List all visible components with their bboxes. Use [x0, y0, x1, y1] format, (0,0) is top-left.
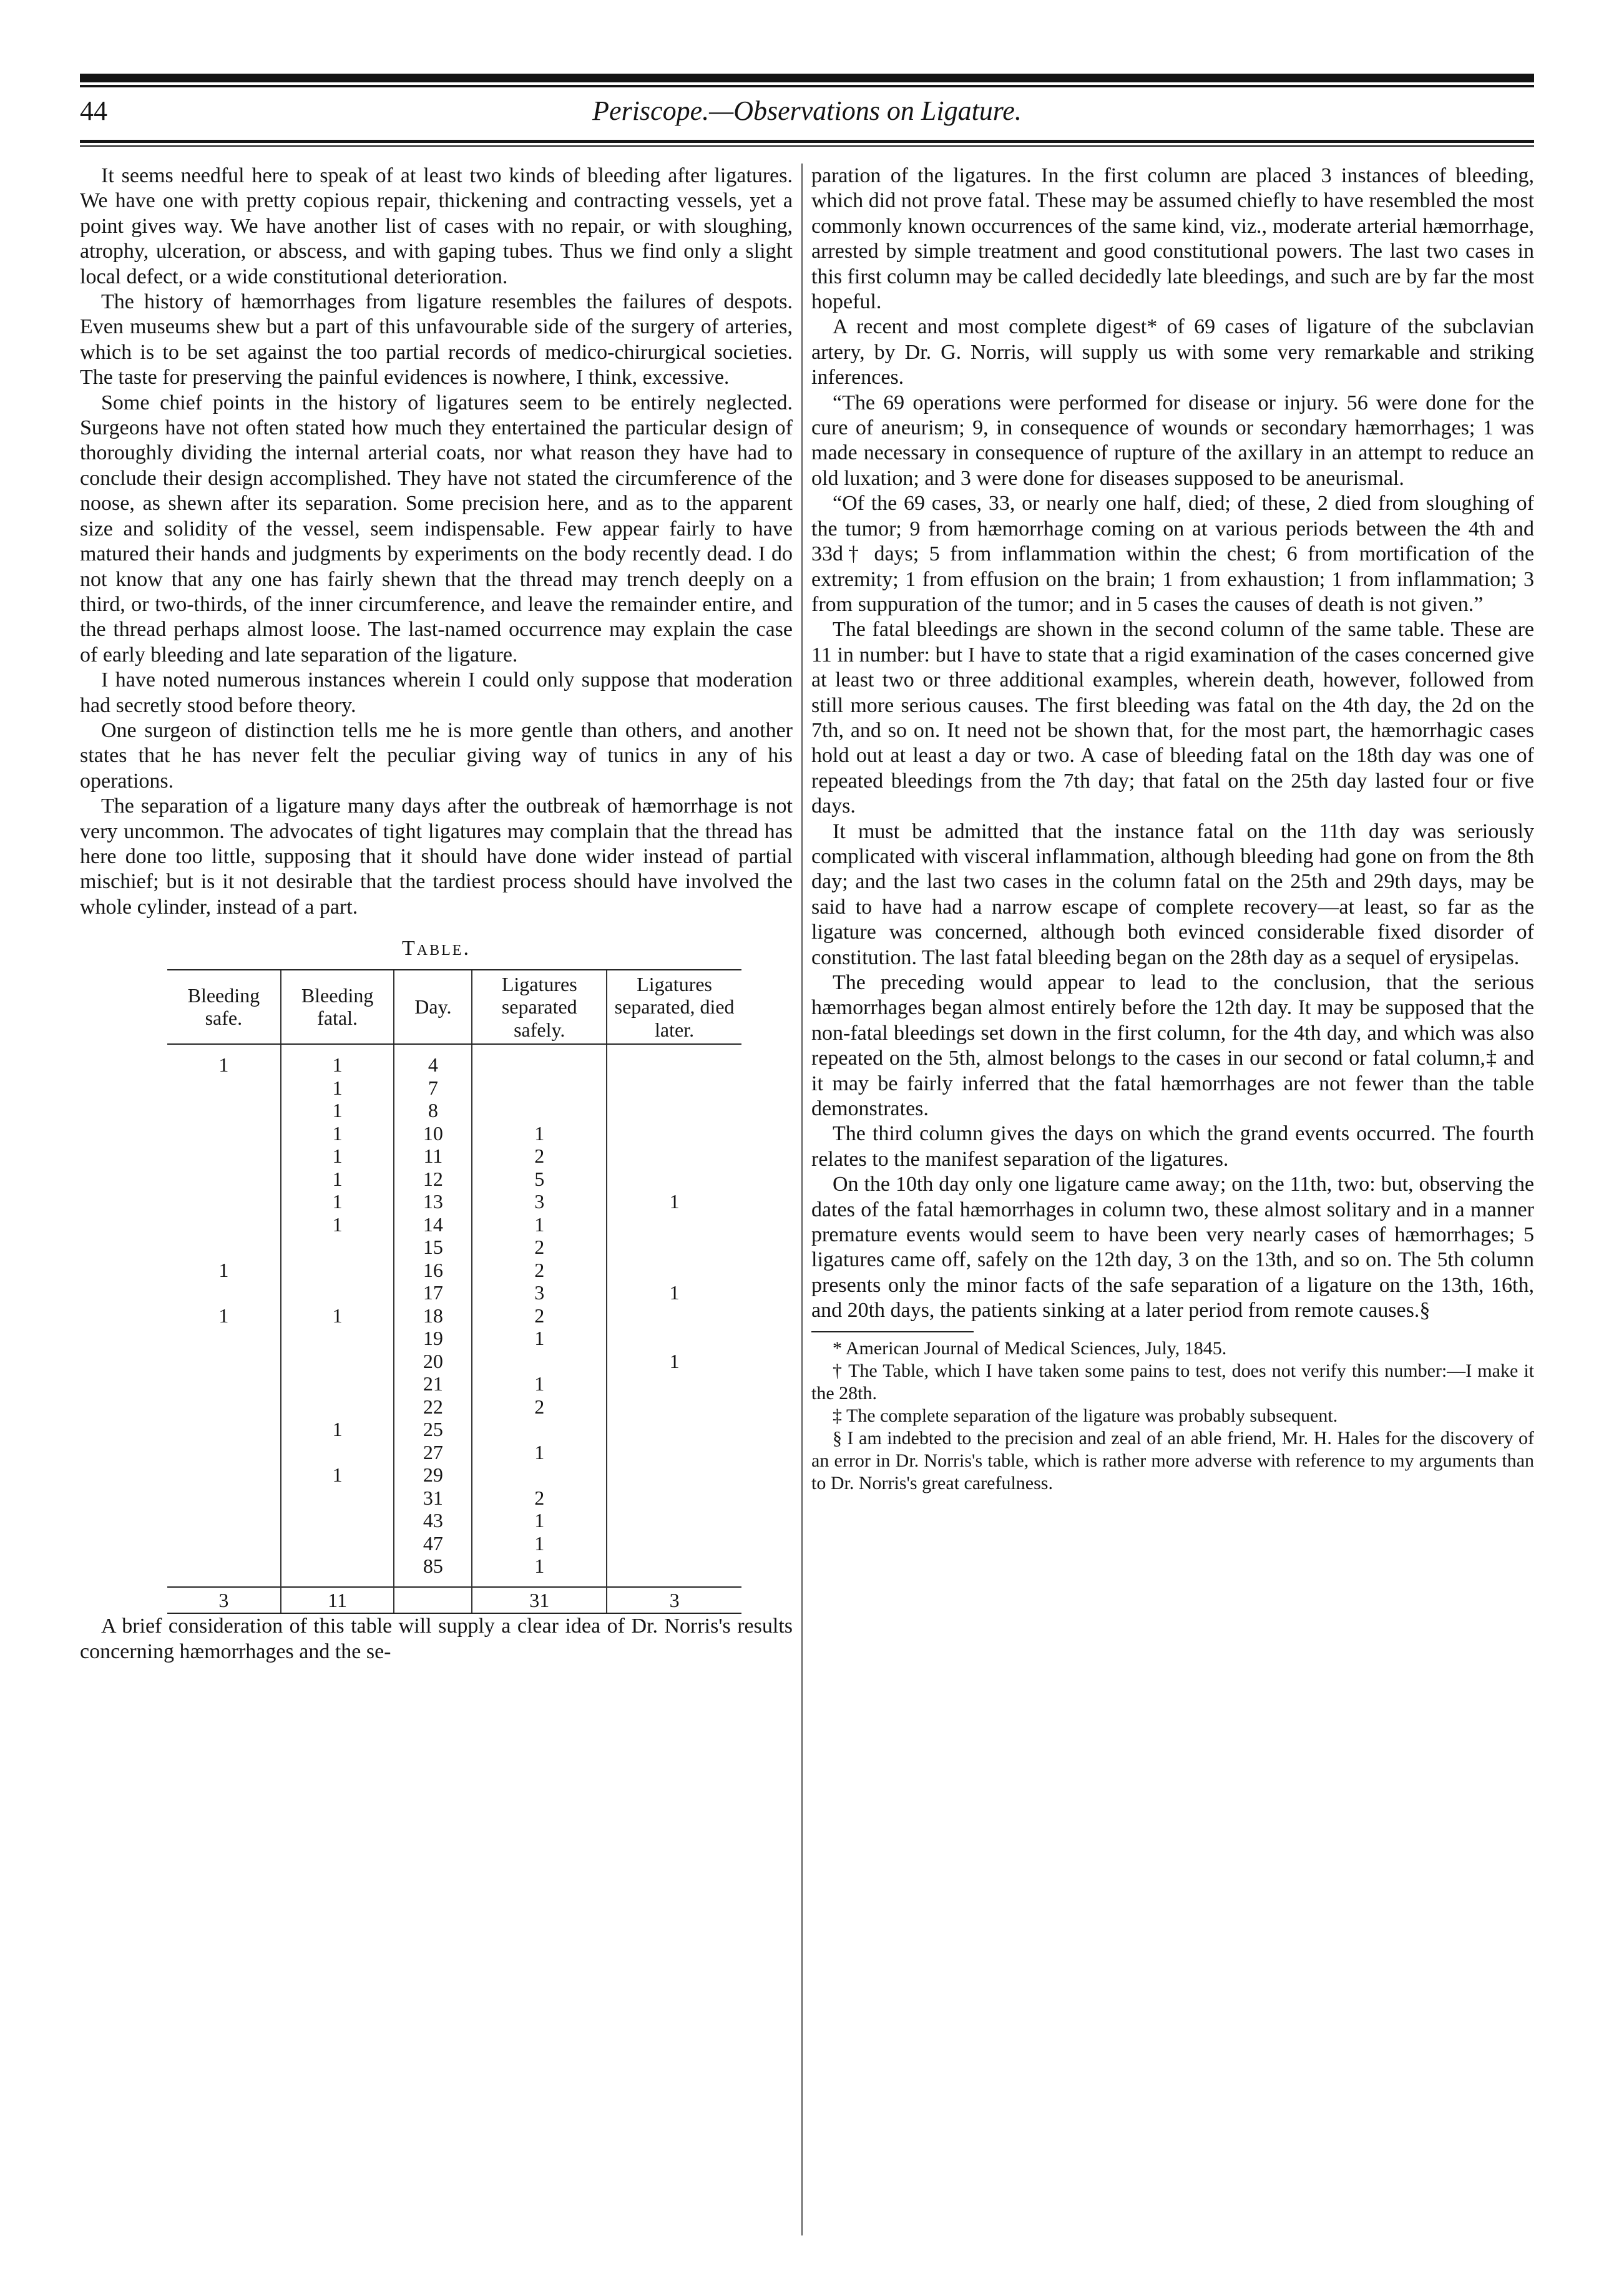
top-border-rule-thin [80, 85, 1534, 87]
table-cell: 1 [281, 1077, 394, 1100]
table-body [167, 1044, 741, 1613]
table-cell [607, 1441, 741, 1464]
table-cell [281, 1259, 394, 1282]
table-cell: 29 [394, 1463, 472, 1487]
table-row [167, 1236, 741, 1259]
table-total-cell [394, 1587, 472, 1614]
table-cell [472, 1350, 607, 1373]
table-cell: 1 [607, 1190, 741, 1213]
table-cell [167, 1441, 281, 1464]
table-cell: 1 [607, 1281, 741, 1304]
table-cell [281, 1555, 394, 1578]
table-row [167, 1077, 741, 1100]
footnotes [811, 1337, 1534, 1495]
table-row [167, 1532, 741, 1555]
table-cell [167, 1077, 281, 1100]
table-cell: 1 [281, 1418, 394, 1441]
table-cell [167, 1487, 281, 1510]
table-cell [167, 1122, 281, 1145]
right-column [811, 164, 1534, 1495]
top-border-rule [80, 74, 1534, 82]
table-row [167, 1122, 741, 1145]
table-cell [607, 1487, 741, 1510]
table-cell: 22 [394, 1395, 472, 1419]
table-row [167, 1350, 741, 1373]
table-cell: 2 [472, 1487, 607, 1510]
table-cell: 1 [472, 1327, 607, 1350]
table-cell [167, 1418, 281, 1441]
table-cell [607, 1122, 741, 1145]
table-cell [607, 1372, 741, 1395]
table-cell: 1 [472, 1372, 607, 1395]
table-cell: 8 [394, 1099, 472, 1122]
table-cell: 14 [394, 1213, 472, 1236]
table-cell: 1 [607, 1350, 741, 1373]
table-cell [607, 1532, 741, 1555]
table-cell: 21 [394, 1372, 472, 1395]
table-cell [607, 1168, 741, 1191]
column-divider [801, 164, 803, 2235]
table-cell [167, 1236, 281, 1259]
table-row [167, 1213, 741, 1236]
table-totals-row [167, 1587, 741, 1614]
footnote: ‡ The complete separation of the ligature was probably subsequent. [833, 1405, 1338, 1426]
paragraph: The third column gives the days on which the grand events occurred. The fourth relates to the manifest separation of the ligatures. [811, 1122, 1534, 1171]
left-column [80, 164, 793, 1664]
table-cell [167, 1372, 281, 1395]
table-cell: 2 [472, 1145, 607, 1168]
table-cell: 7 [394, 1077, 472, 1100]
table-total-cell: 3 [167, 1587, 281, 1614]
footnote-rule [811, 1331, 974, 1332]
table-row [167, 1509, 741, 1532]
table-cell: 1 [281, 1190, 394, 1213]
table-cell: 1 [281, 1122, 394, 1145]
table-cell [607, 1509, 741, 1532]
col-header-day: Day. [394, 970, 472, 1045]
table-cell: 27 [394, 1441, 472, 1464]
running-title: Periscope.—Observations on Ligature. [592, 95, 1022, 126]
table-row [167, 1463, 741, 1487]
paragraph: The history of hæmorrhages from ligature resembles the failures of despots. Even museums shew but a part of this unfavourable side of the surgery of arteries, which is to be set against the too partial records of medico-chirurgical societies. The taste for preserving the painful evidences is nowhere, I think, excessive. [80, 290, 793, 389]
table-cell: 1 [281, 1213, 394, 1236]
table-cell: 1 [472, 1441, 607, 1464]
table-cell: 5 [472, 1168, 607, 1191]
table-cell [167, 1099, 281, 1122]
table-title: Table. [402, 937, 471, 960]
table-cell: 1 [472, 1122, 607, 1145]
table-cell: 1 [472, 1509, 607, 1532]
table-cell: 19 [394, 1327, 472, 1350]
col-header-ligatures-safe: Ligatures separated safely. [472, 970, 607, 1045]
col-header-bleeding-safe: Bleeding safe. [167, 970, 281, 1045]
table-cell [607, 1077, 741, 1100]
table-cell [281, 1441, 394, 1464]
table-row [167, 1281, 741, 1304]
table-cell [607, 1236, 741, 1259]
table-cell [167, 1190, 281, 1213]
table-cell: 43 [394, 1509, 472, 1532]
paragraph: paration of the ligatures. In the first column are placed 3 instances of bleeding, which did not prove fatal. These may be assumed chiefly to have resembled the most commonly known occurrences of the same kind, viz., moderate arterial hæmorrhage, arrested by simple treatment and good constitutional powers. The last two cases in this first column may be called decidedly late bleedings, and such are by far the most hopeful. [811, 164, 1534, 314]
table-cell [607, 1463, 741, 1487]
table-row [167, 1145, 741, 1168]
table-cell [167, 1281, 281, 1304]
table-cell [281, 1532, 394, 1555]
table-row [167, 1190, 741, 1213]
table-cell: 2 [472, 1395, 607, 1419]
table-cell [607, 1053, 741, 1077]
table-row [167, 1327, 741, 1350]
paragraph: I have noted numerous instances wherein I could only suppose that moderation had secretly stood before theory. [80, 668, 793, 717]
table-cell: 17 [394, 1281, 472, 1304]
table-cell [167, 1395, 281, 1419]
table-cell [607, 1327, 741, 1350]
table-total-cell: 11 [281, 1587, 394, 1614]
table-cell [281, 1487, 394, 1510]
table-cell [281, 1395, 394, 1419]
table-cell [281, 1509, 394, 1532]
table-cell [607, 1395, 741, 1419]
col-header-ligatures-died-later: Ligatures separated, died later. [607, 970, 741, 1045]
paragraph: A brief consideration of this table will supply a clear idea of Dr. Norris's results concerning hæmorrhages and the se- [80, 1615, 793, 1663]
table-cell: 20 [394, 1350, 472, 1373]
table-row [167, 1259, 741, 1282]
table-cell [167, 1145, 281, 1168]
paragraph: On the 10th day only one ligature came away; on the 11th, two: but, observing the dates of the fatal hæmorrhages in column two, these almost solitary and in a manner premature events would seem to have been very nearly cases of hæmorrhages; 5 ligatures came off, safely on the 12th day, 3 on the 13th, and so on. The 5th column presents only the minor facts of the safe separation of a ligature on the 13th, 16th, and 20th days, the patients sinking at a later period from remote causes.§ [811, 1173, 1534, 1322]
table-cell [167, 1463, 281, 1487]
col-header-bleeding-fatal: Bleeding fatal. [281, 970, 394, 1045]
footnote: § I am indebted to the precision and zeal of an able friend, Mr. H. Hales for the discovery of an error in Dr. Norris's table, which is rather more adverse with reference to my arguments than to Dr. Norris's great carefulness. [811, 1427, 1534, 1493]
header-rule [80, 140, 1534, 143]
table-row [167, 1441, 741, 1464]
paragraph: It must be admitted that the instance fatal on the 11th day was seriously complicated with visceral inflammation, although bleeding had gone on from the 8th day; and the last two cases in the column fatal on the 25th and 29th days, may be said to have had a narrow escape of complete recovery—at least, so far as the ligature was concerned, although both evinced considerable fixed disorder of constitution. The last fatal bleeding began on the 28th day as a sequel of erysipelas. [811, 819, 1534, 969]
table-cell: 2 [472, 1304, 607, 1327]
table-cell [167, 1213, 281, 1236]
table-cell [607, 1259, 741, 1282]
table-cell: 2 [472, 1236, 607, 1259]
table-cell: 15 [394, 1236, 472, 1259]
table-cell [472, 1418, 607, 1441]
paragraph: The separation of a ligature many days after the outbreak of hæmorrhage is not very uncommon. The advocates of tight ligatures may complain that the thread has here done too little, supposing that it should have done wider instead of partial mischief; but is it not desirable that the tardiest process should have involved the whole cylinder, instead of a part. [80, 794, 793, 919]
paragraph: One surgeon of distinction tells me he is more gentle than others, and another states that he has never felt the peculiar giving way of tunics in any of his operations. [80, 718, 793, 793]
footnote: † The Table, which I have taken some pains to test, does not verify this number:—I make it the 28th. [811, 1360, 1534, 1404]
page-number: 44 [80, 95, 107, 126]
table-total-cell: 3 [607, 1587, 741, 1614]
table-row [167, 1168, 741, 1191]
table-cell: 1 [218, 1053, 229, 1077]
table-row [167, 1372, 741, 1395]
table-cell [167, 1532, 281, 1555]
table-cell: 31 [394, 1487, 472, 1510]
paragraph: The preceding would appear to lead to the conclusion, that the serious hæmorrhages began almost entirely before the 12th day. It may be supposed that the non-fatal bleedings set down in the first column, for the 4th day, and which was also repeated on the 5th, almost belongs to the cases in our second or fatal column,‡ and it may be fairly inferred that the fatal hæmorrhages are not fewer than the table demonstrates. [811, 971, 1534, 1121]
table-cell [281, 1236, 394, 1259]
table-cell: 12 [394, 1168, 472, 1191]
table-cell: 11 [394, 1145, 472, 1168]
table-cell [472, 1077, 607, 1100]
page-header [80, 95, 1534, 132]
table-cell [607, 1099, 741, 1122]
table-cell [167, 1555, 281, 1578]
table-cell: 3 [472, 1190, 607, 1213]
table-cell: 1 [281, 1099, 394, 1122]
table-cell: 25 [394, 1418, 472, 1441]
table-cell [607, 1213, 741, 1236]
table-cell [167, 1168, 281, 1191]
table-row [167, 1099, 741, 1122]
table-cell [281, 1281, 394, 1304]
table-cell [281, 1372, 394, 1395]
table-cell: 4 [394, 1053, 472, 1077]
table-cell: 16 [394, 1259, 472, 1282]
table-spacer-row [167, 1578, 741, 1587]
table-cell: 1 [218, 1258, 229, 1281]
table-cell: 1 [281, 1304, 394, 1327]
table-cell: 13 [394, 1190, 472, 1213]
table-row [167, 1053, 741, 1077]
table-cell [472, 1463, 607, 1487]
table-cell: 1 [472, 1532, 607, 1555]
table-row [167, 1418, 741, 1441]
table-cell [167, 1509, 281, 1532]
quotation: “The 69 operations were performed for disease or injury. 56 were done for the cure of aneurism; 9, in consequence of wounds or secondary hæmorrhages; 1 was made necessary in consequence of rupture of the axillary in an attempt to reduce an old luxation; and 3 were done for diseases supposed to be aneurismal. [811, 391, 1534, 490]
quotation: “Of the 69 cases, 33, or nearly one half, died; of these, 2 died from sloughing of the tumor; 9 from hæmorrhage coming on at various periods between the 4th and 33d† days; 5 from inflammation within the chest; 6 from mortification of the extremity; 1 from effusion on the brain; 1 from exhaustion; 1 from inflammation; 3 from suppuration of the tumor; and in 5 cases the causes of death is not given.” [811, 492, 1534, 616]
paragraph: Some chief points in the history of ligatures seem to be entirely neglected. Surgeons have not often stated how much they entertained the particular design of thoroughly dividing the internal arterial coats, nor what reason they have had to conclude their design accomplished. They have not stated the circumference of the noose, as shewn after its separation. Some precision here, and as to the apparent size and solidity of the vessel, seem indispensable. Few appear fairly to have matured their hands and judgments by experiments on the body recently dead. I do not know that any one has fairly shewn that the thread may trench deeply on a third, or two-thirds, of the inner circumference, and leave the remainder entire, and the thread perhaps almost loose. The last-named occurrence may explain the case of early bleeding and late separation of the ligature. [80, 391, 793, 667]
table-cell: 47 [394, 1532, 472, 1555]
table-cell [281, 1327, 394, 1350]
table-cell [167, 1350, 281, 1373]
table-cell [607, 1145, 741, 1168]
paragraph: It seems needful here to speak of at least two kinds of bleeding after ligatures. We have one with pretty copious repair, thickening and contracting vessels, yet a point gives way. We have another list of cases with no repair, or with sloughing, atrophy, ulceration, or abscess, and with gaping tubes. Thus we find only a slight local defect, or a wide constitutional deterioration. [80, 164, 793, 288]
table-header-row [167, 970, 741, 1045]
table-cell: 3 [472, 1281, 607, 1304]
table-spacer-row [167, 1044, 741, 1053]
table-cell [607, 1555, 741, 1578]
table-total-cell: 31 [472, 1587, 607, 1614]
header-rule-thin [80, 145, 1534, 147]
table-cell: 1 [472, 1213, 607, 1236]
table-cell [472, 1053, 607, 1077]
table-row [167, 1395, 741, 1419]
table-cell: 1 [281, 1053, 394, 1077]
table-cell: 1 [281, 1145, 394, 1168]
table-cell [607, 1418, 741, 1441]
footnote: * American Journal of Medical Sciences, July, 1845. [833, 1337, 1227, 1359]
table-cell [472, 1099, 607, 1122]
table-row [167, 1555, 741, 1578]
table-cell [607, 1304, 741, 1327]
table-cell: 1 [472, 1555, 607, 1578]
table-cell [281, 1350, 394, 1373]
table-row [167, 1487, 741, 1510]
table-cell: 1 [218, 1304, 229, 1327]
table-cell [167, 1327, 281, 1350]
paragraph: The fatal bleedings are shown in the second column of the same table. These are 11 in number: but I have to state that a rigid examination of the cases concerned give at least two or three additional examples, wherein death, however, followed from still more serious causes. The first bleeding was fatal on the 4th day, the 2d on the 7th, and so on. It need not be shown that, for the most part, the hæmorrhagic cases hold out at least a day or two. A case of bleeding fatal on the 18th day was one of repeated bleedings from the 7th day; that fatal on the 25th day lasted four or five days. [811, 618, 1534, 818]
paragraph: A recent and most complete digest* of 69 cases of ligature of the subclavian artery, by Dr. G. Norris, will supply us with some very remarkable and striking inferences. [811, 315, 1534, 389]
table-cell: 85 [394, 1555, 472, 1578]
table-cell: 1 [281, 1168, 394, 1191]
table-row [167, 1304, 741, 1327]
table-cell: 10 [394, 1122, 472, 1145]
table-cell: 1 [281, 1463, 394, 1487]
table-cell: 2 [472, 1259, 607, 1282]
ligature-table [167, 969, 741, 1615]
table-cell: 18 [394, 1304, 472, 1327]
